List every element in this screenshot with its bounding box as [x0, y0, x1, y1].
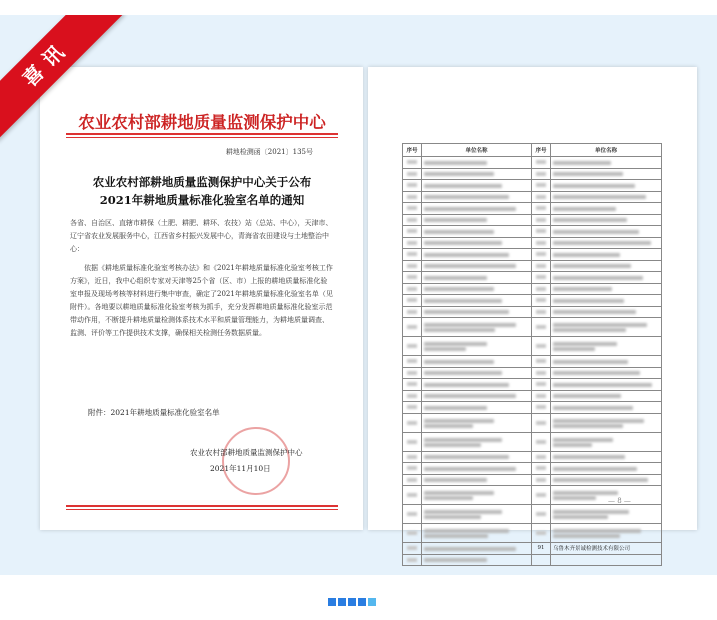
carousel-dot[interactable]: [338, 598, 346, 606]
table-cell: [532, 180, 551, 192]
table-cell: [532, 249, 551, 261]
table-row: [403, 168, 662, 180]
table-cell: [403, 390, 422, 402]
table-cell: [403, 157, 422, 169]
table-cell: [532, 191, 551, 203]
footer-rule: [66, 505, 338, 507]
table-cell: [403, 486, 422, 505]
signature-date: 2021年11月10日: [210, 464, 271, 473]
carousel-dot[interactable]: [368, 598, 376, 606]
table-cell: [403, 237, 422, 249]
table-cell: [403, 505, 422, 524]
table-cell: [532, 337, 551, 356]
letterhead-rule-thin: [66, 137, 338, 138]
table-cell: [403, 543, 422, 555]
table-row: [403, 283, 662, 295]
table-row: [403, 379, 662, 391]
table-cell: [403, 214, 422, 226]
letterhead-rule: [66, 133, 338, 135]
table-row: [403, 214, 662, 226]
table-row: [403, 318, 662, 337]
table-cell: [551, 226, 662, 238]
table-cell: [403, 474, 422, 486]
visible-row-name: 乌鲁木齐景诚检测技术有限公司: [551, 543, 662, 555]
table-cell: [422, 283, 532, 295]
table-cell: [422, 157, 532, 169]
table-row: [403, 390, 662, 402]
table-row: [403, 260, 662, 272]
table-cell: [551, 249, 662, 261]
table-cell: [422, 318, 532, 337]
table-cell: [532, 203, 551, 215]
table-cell: [532, 413, 551, 432]
notice-page-left: [40, 67, 363, 530]
table-cell: [551, 463, 662, 475]
table-row: [403, 191, 662, 203]
table-cell: [532, 505, 551, 524]
table-cell: [403, 318, 422, 337]
table-cell: [532, 402, 551, 414]
table-cell: [551, 168, 662, 180]
table-cell: [551, 295, 662, 307]
table-row: [403, 203, 662, 215]
table-row: [403, 356, 662, 368]
table-cell: [551, 157, 662, 169]
col-header-no-2: 序号: [532, 144, 551, 157]
table-cell: [403, 451, 422, 463]
table-row: [403, 226, 662, 238]
table-cell: [422, 337, 532, 356]
table-cell: [422, 554, 532, 566]
footer-rule-thin: [66, 509, 338, 510]
table-cell: [422, 260, 532, 272]
table-cell: [422, 390, 532, 402]
table-cell: [532, 356, 551, 368]
table-cell: [422, 295, 532, 307]
table-row: [403, 474, 662, 486]
table-cell: [532, 157, 551, 169]
visible-row-number: 91: [532, 543, 551, 555]
table-cell: [532, 367, 551, 379]
table-cell: [422, 226, 532, 238]
table-cell: [551, 379, 662, 391]
table-row: [403, 413, 662, 432]
table-cell: [532, 379, 551, 391]
carousel-indicator: [328, 598, 376, 606]
news-ribbon: 喜讯: [0, 15, 124, 141]
table-cell: [403, 337, 422, 356]
table-cell: [532, 306, 551, 318]
table-cell: [422, 402, 532, 414]
table-row: [403, 180, 662, 192]
table-cell: [532, 390, 551, 402]
table-cell: [403, 413, 422, 432]
table-cell: [532, 318, 551, 337]
table-header-row: [403, 144, 662, 157]
table-cell: [422, 191, 532, 203]
carousel-dot[interactable]: [348, 598, 356, 606]
table-cell: [532, 214, 551, 226]
table-row: [403, 505, 662, 524]
table-cell: [551, 451, 662, 463]
carousel-dot[interactable]: [328, 598, 336, 606]
table-cell: [551, 524, 662, 543]
table-cell: [551, 237, 662, 249]
table-cell: [403, 524, 422, 543]
table-cell: [403, 191, 422, 203]
table-cell: [422, 237, 532, 249]
col-header-name-2: 单位名称: [551, 144, 662, 157]
table-cell: [532, 486, 551, 505]
table-cell: [551, 554, 662, 566]
table-cell: [403, 180, 422, 192]
table-cell: [532, 226, 551, 238]
table-cell: [551, 191, 662, 203]
table-cell: [551, 260, 662, 272]
table-cell: [422, 214, 532, 226]
table-cell: [422, 486, 532, 505]
table-cell: [422, 356, 532, 368]
table-row: [403, 272, 662, 284]
table-row: [403, 306, 662, 318]
attachment-line: 附件：2021年耕地质量标准化验室名单: [88, 408, 220, 417]
official-seal: [222, 427, 290, 495]
table-cell: [403, 554, 422, 566]
table-cell: [403, 168, 422, 180]
table-cell: [551, 402, 662, 414]
table-cell: [532, 237, 551, 249]
table-cell: [532, 168, 551, 180]
notice-title-line2: 2021年耕地质量标准化验室名单的通知: [99, 193, 305, 207]
table-row: [403, 432, 662, 451]
table-row: [403, 463, 662, 475]
table-cell: [422, 474, 532, 486]
table-cell: [422, 432, 532, 451]
notice-title-line1: 农业农村部耕地质量监测保护中心关于公布: [92, 175, 312, 189]
table-cell: [403, 295, 422, 307]
table-cell: [532, 295, 551, 307]
table-cell: [422, 203, 532, 215]
col-header-no: 序号: [403, 144, 422, 157]
announcement-banner: [0, 15, 717, 575]
signature-org: 农业农村部耕地质量监测保护中心: [190, 448, 303, 457]
table-cell: [403, 260, 422, 272]
table-row: [403, 554, 662, 566]
table-cell: [551, 203, 662, 215]
table-cell: [551, 474, 662, 486]
table-cell: [532, 474, 551, 486]
table-cell: [551, 272, 662, 284]
table-cell: [532, 554, 551, 566]
table-cell: [403, 306, 422, 318]
table-cell: [551, 306, 662, 318]
table-cell: [422, 168, 532, 180]
table-cell: [422, 272, 532, 284]
table-cell: [403, 249, 422, 261]
table-cell: [551, 432, 662, 451]
table-row: [403, 157, 662, 169]
col-header-name: 单位名称: [422, 144, 532, 157]
table-cell: [551, 318, 662, 337]
table-cell: [422, 543, 532, 555]
table-cell: [403, 272, 422, 284]
table-cell: [532, 272, 551, 284]
table-cell: [551, 505, 662, 524]
table-cell: [532, 283, 551, 295]
table-cell: [551, 180, 662, 192]
table-cell: [551, 356, 662, 368]
table-cell: [422, 180, 532, 192]
table-cell: [403, 226, 422, 238]
table-cell: [422, 367, 532, 379]
table-cell: [532, 432, 551, 451]
table-cell: [551, 413, 662, 432]
table-cell: [532, 463, 551, 475]
notice-body: 依据《耕地质量标准化验室考核办法》和《2021年耕地质量标准化验室考核工作方案》，近日，我中心组织专家对天津等25个省（区、市）上报的耕地质量标准化验室申报及现场考核等材料进行集中审查，确定了2021年耕地质量标准化验室名单（见附件）。各地要以耕地质量标准化验室考核为抓手，充分发挥耕地质量标准化验室示范带动作用，不断提升耕地质量检测体系技术水平和质量管理能力，为耕地质量调查、监测、评价等工作提供技术支撑，确保相关检测任务数据质量。: [70, 264, 333, 337]
table-row: [403, 402, 662, 414]
table-cell: [403, 283, 422, 295]
table-cell: [422, 379, 532, 391]
table-cell: [403, 203, 422, 215]
table-cell: [422, 505, 532, 524]
table-cell: [403, 432, 422, 451]
carousel-dot[interactable]: [358, 598, 366, 606]
table-row: [403, 295, 662, 307]
table-row: [403, 524, 662, 543]
table-cell: [422, 306, 532, 318]
table-cell: [422, 451, 532, 463]
table-cell: [551, 390, 662, 402]
table-cell: [551, 283, 662, 295]
table-cell: [422, 413, 532, 432]
table-cell: [422, 463, 532, 475]
table-row: [403, 237, 662, 249]
table-row: [403, 337, 662, 356]
notice-recipients: 各省、自治区、直辖市耕保（土肥、耕肥、耕环、农技）站（总站、中心），天津市、辽宁省农业发展服务中心，江西省乡村振兴发展中心，青海省农田建设与土地整治中心：: [70, 219, 333, 253]
table-cell: [403, 367, 422, 379]
table-cell: [532, 451, 551, 463]
page-number: — 8 —: [608, 497, 631, 505]
table-row: [403, 249, 662, 261]
table-row: [403, 451, 662, 463]
table-cell: [532, 524, 551, 543]
lab-list-page-right: [368, 67, 697, 553]
table-cell: [551, 337, 662, 356]
letterhead-title: 农业农村部耕地质量监测保护中心: [78, 113, 326, 132]
table-cell: [551, 486, 662, 505]
table-row: [403, 543, 662, 555]
table-row: [403, 367, 662, 379]
table-cell: [422, 249, 532, 261]
table-cell: [551, 214, 662, 226]
table-cell: [422, 524, 532, 543]
document-number: 耕地检测函〔2021〕135号: [225, 148, 313, 156]
table-cell: [551, 367, 662, 379]
table-cell: [403, 402, 422, 414]
table-cell: [403, 379, 422, 391]
table-cell: [403, 356, 422, 368]
table-cell: [403, 463, 422, 475]
table-cell: [532, 260, 551, 272]
